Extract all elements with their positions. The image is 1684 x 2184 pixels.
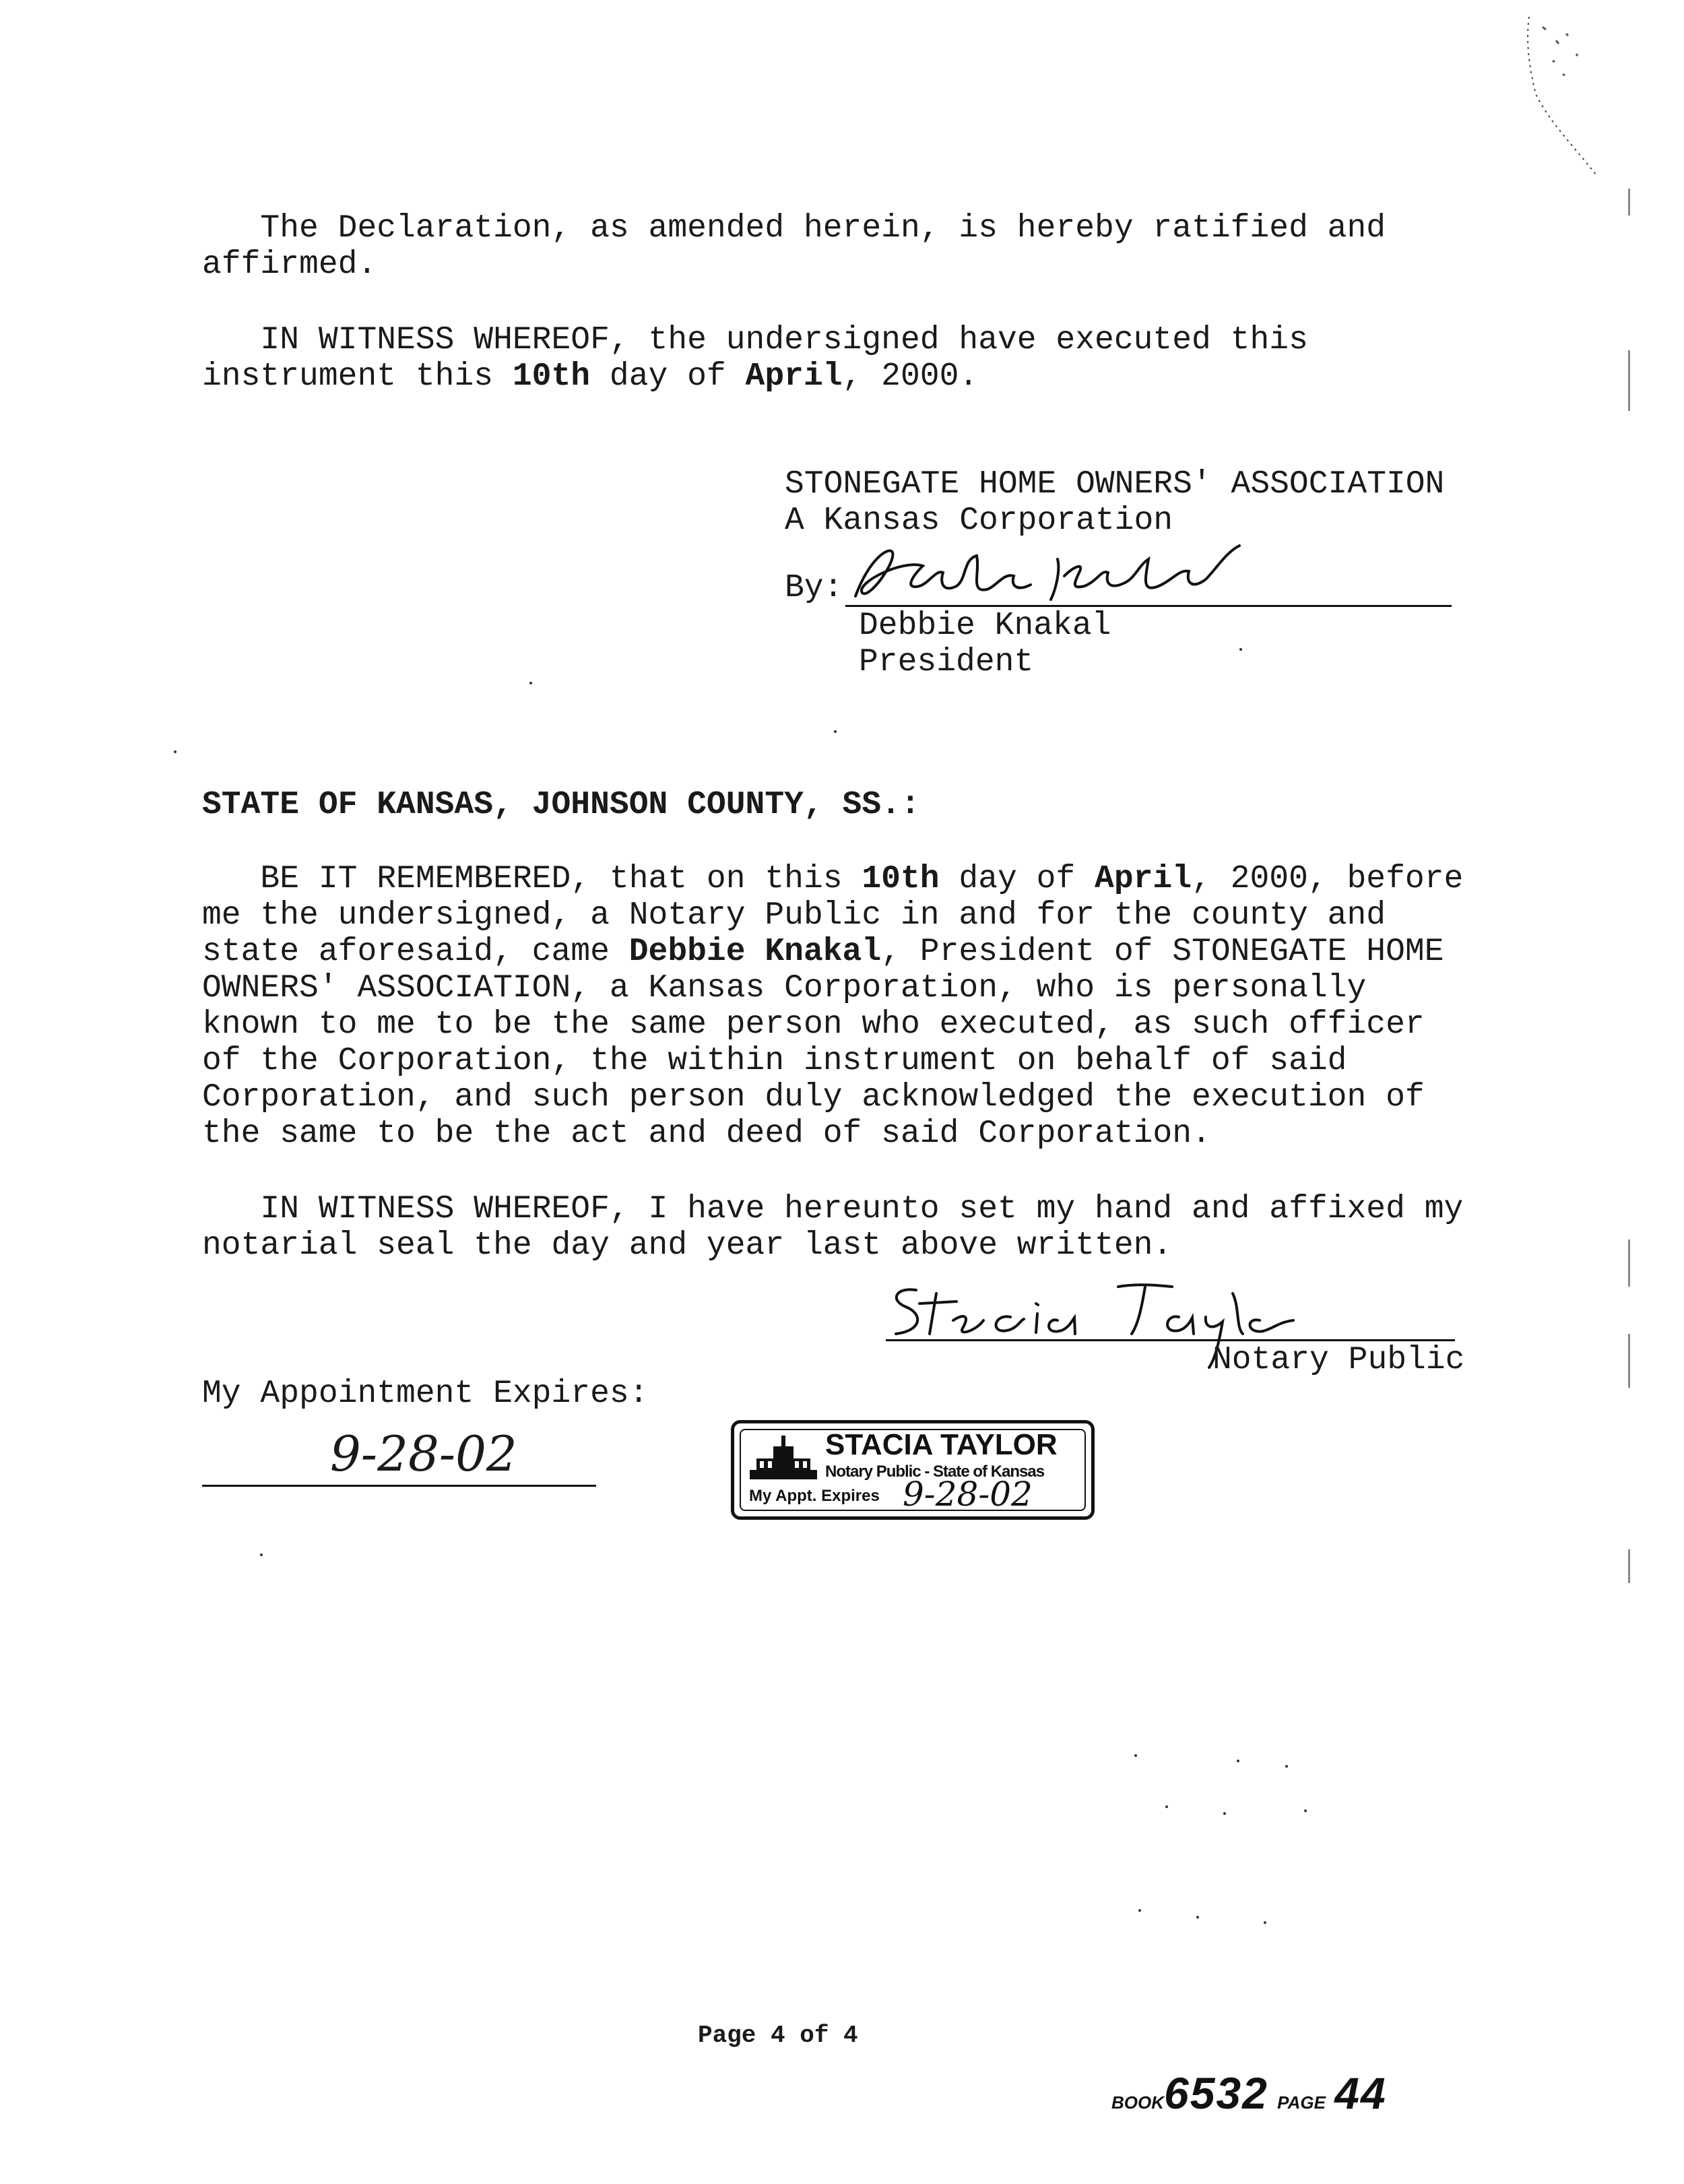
- book-page-number: 44: [1334, 2068, 1387, 2118]
- appointment-label: My Appointment Expires:: [202, 1376, 649, 1412]
- ack-line-3: state aforesaid, came Debbie Knakal, President of STONEGATE HOME: [202, 934, 1444, 970]
- notary-seal-stamp: [731, 1420, 1095, 1520]
- seal-notary-name: STACIA TAYLOR: [825, 1428, 1058, 1461]
- scan-speck: [1196, 1916, 1199, 1919]
- book-number: 6532: [1164, 2068, 1268, 2118]
- witness-line-2: instrument this 10th day of April, 2000.: [202, 358, 979, 395]
- ack-line-5: known to me to be the same person who executed, as such officer: [202, 1006, 1425, 1043]
- scan-speck: [174, 750, 176, 753]
- scan-speck: [260, 1553, 263, 1556]
- scan-speck: [529, 682, 532, 684]
- notary-witness-line-1: IN WITNESS WHEREOF, I have hereunto set my hand and affixed my: [202, 1191, 1464, 1227]
- scan-speck: [1165, 1805, 1168, 1808]
- book-label: BOOK: [1111, 2092, 1164, 2113]
- capitol-building-icon: [746, 1433, 820, 1484]
- scan-speck: [1239, 648, 1242, 651]
- president-signature: [842, 532, 1273, 613]
- ack-line-4: OWNERS' ASSOCIATION, a Kansas Corporation, who is personally: [202, 970, 1367, 1006]
- ack-line-8: the same to be the act and deed of said Corporation.: [202, 1116, 1211, 1152]
- scan-edge-mark: [1628, 350, 1630, 411]
- seal-subtitle: Notary Public - State of Kansas: [825, 1463, 1045, 1481]
- scan-speck: [1237, 1760, 1239, 1762]
- association-type: A Kansas Corporation: [785, 503, 1173, 539]
- notary-signature-line: [886, 1339, 1455, 1341]
- president-signature-line: [845, 605, 1452, 607]
- ack-line-1: BE IT REMEMBERED, that on this 10th day of April, 2000, before: [202, 861, 1464, 897]
- page-number: Page 4 of 4: [698, 2022, 858, 2049]
- ack-line-6: of the Corporation, the within instrument on behalf of said: [202, 1043, 1347, 1079]
- scan-speck: [1134, 1754, 1137, 1757]
- witness-line-1: IN WITNESS WHEREOF, the undersigned have executed this: [202, 322, 1308, 358]
- scan-speck: [1264, 1921, 1266, 1924]
- ratification-line-1: The Declaration, as amended herein, is hereby ratified and: [202, 210, 1386, 247]
- scan-corner-smudge: [1516, 13, 1610, 182]
- seal-expires-date: 9-28-02: [903, 1475, 1033, 1514]
- scan-edge-mark: [1628, 1240, 1630, 1287]
- scan-edge-mark: [1628, 189, 1630, 216]
- signer-name: Debbie Knakal: [859, 608, 1111, 644]
- scan-speck: [1138, 1909, 1141, 1912]
- scan-edge-mark: [1628, 1549, 1630, 1583]
- scan-speck: [1304, 1809, 1307, 1812]
- ack-line-7: Corporation, and such person duly acknowledged the execution of: [202, 1079, 1425, 1116]
- ratification-line-2: affirmed.: [202, 247, 377, 283]
- by-label: By:: [785, 570, 843, 606]
- scan-edge-mark: [1628, 1334, 1630, 1388]
- page-label: PAGE: [1277, 2092, 1326, 2113]
- appointment-date: 9-28-02: [330, 1425, 517, 1482]
- notary-witness-line-2: notarial seal the day and year last above written.: [202, 1227, 1173, 1264]
- seal-expires-label: My Appt. Expires: [749, 1487, 880, 1505]
- notary-title: Notary Public: [1212, 1342, 1465, 1378]
- scan-speck: [1285, 1765, 1288, 1768]
- scan-speck: [1223, 1812, 1226, 1815]
- appointment-line: [202, 1485, 596, 1487]
- scan-speck: [834, 730, 837, 733]
- association-name: STONEGATE HOME OWNERS' ASSOCIATION: [785, 466, 1445, 503]
- ack-line-2: me the undersigned, a Notary Public in and for the county and: [202, 897, 1386, 934]
- book-page-stamp: [1111, 2068, 1387, 2121]
- venue-heading: STATE OF KANSAS, JOHNSON COUNTY, SS.:: [202, 787, 920, 823]
- signer-title: President: [859, 644, 1034, 680]
